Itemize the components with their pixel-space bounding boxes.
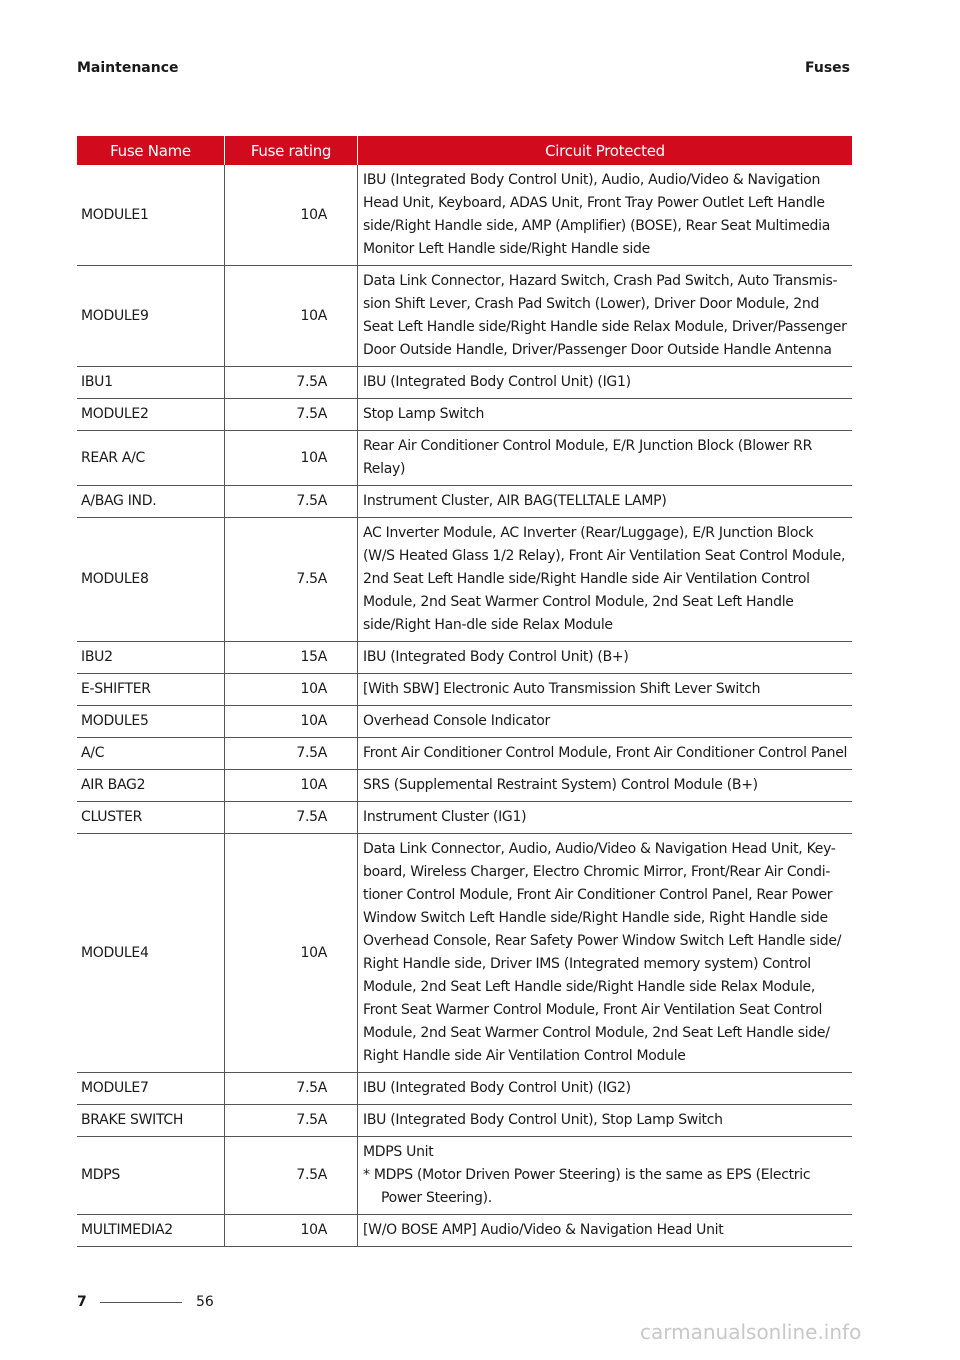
fuse-rating: 10A (225, 1215, 358, 1247)
fuse-name: MDPS (77, 1137, 225, 1215)
fuse-rating: 7.5A (225, 518, 358, 642)
circuit-protected (358, 165, 853, 266)
circuit-text: [With SBW] Electronic Auto Transmission Shift Lever Switch (363, 681, 761, 697)
circuit-text: Data Link Connector, Hazard Switch, Crash Pad Switch, Auto Transmis-sion Shift Lever, Crash Pad Switch (Lower), Driver Door Module, 2nd Seat Left Handle side/Right Handle side Relax Module, Driver/Passenger Door Outside Handle, Driver/Passenger Door Outside Handle Antenna (363, 273, 847, 358)
fuse-table (77, 136, 852, 1247)
circuit-protected (358, 642, 853, 674)
fuse-name: MODULE7 (77, 1073, 225, 1105)
circuit-text: IBU (Integrated Body Control Unit), Audio, Audio/Video & Navigation Head Unit, Keyboard, ADAS Unit, Front Tray Power Outlet Left Handle side/Right Handle side, AMP (Amplifier) (BOSE), Rear Seat Multimedia Monitor Left Handle side/Right Handle side (363, 172, 830, 257)
circuit-protected (358, 431, 853, 486)
circuit-protected (358, 518, 853, 642)
table-row (77, 486, 852, 518)
table-row (77, 642, 852, 674)
circuit-protected (358, 1215, 853, 1247)
circuit-protected (358, 738, 853, 770)
fuse-rating: 10A (225, 431, 358, 486)
fuse-rating: 10A (225, 706, 358, 738)
fuse-name: MODULE8 (77, 518, 225, 642)
table-row (77, 1137, 852, 1215)
circuit-text: IBU (Integrated Body Control Unit) (IG2) (363, 1080, 631, 1096)
circuit-text: IBU (Integrated Body Control Unit) (B+) (363, 649, 629, 665)
watermark: carmanualsonline.info (640, 1320, 862, 1344)
table-row (77, 399, 852, 431)
table-row (77, 706, 852, 738)
circuit-text: MDPS Unit (363, 1144, 434, 1160)
fuse-rating: 7.5A (225, 1105, 358, 1137)
fuse-name: MODULE2 (77, 399, 225, 431)
circuit-protected (358, 706, 853, 738)
table-row (77, 674, 852, 706)
circuit-text: IBU (Integrated Body Control Unit) (IG1) (363, 374, 631, 390)
fuse-rating: 7.5A (225, 802, 358, 834)
circuit-text: SRS (Supplemental Restraint System) Control Module (B+) (363, 777, 758, 793)
table-row (77, 1215, 852, 1247)
table-row (77, 431, 852, 486)
section-title: Maintenance (77, 60, 179, 76)
circuit-text: Front Air Conditioner Control Module, Front Air Conditioner Control Panel (363, 745, 848, 761)
fuse-name: MODULE4 (77, 834, 225, 1073)
table-header-row (77, 136, 852, 165)
fuse-rating: 7.5A (225, 367, 358, 399)
fuse-name: REAR A/C (77, 431, 225, 486)
circuit-protected (358, 1137, 853, 1215)
fuse-rating: 7.5A (225, 1137, 358, 1215)
circuit-text: Instrument Cluster, AIR BAG(TELLTALE LAMP) (363, 493, 667, 509)
circuit-protected (358, 802, 853, 834)
fuse-rating: 10A (225, 770, 358, 802)
circuit-protected (358, 770, 853, 802)
table-row (77, 165, 852, 266)
chapter-number: 7 (77, 1294, 87, 1310)
circuit-text: Overhead Console Indicator (363, 713, 550, 729)
column-header-fuse-rating: Fuse rating (225, 136, 358, 165)
fuse-name: CLUSTER (77, 802, 225, 834)
table-row (77, 834, 852, 1073)
table-row (77, 738, 852, 770)
table-row (77, 770, 852, 802)
column-header-circuit: Circuit Protected (358, 136, 853, 165)
circuit-text: AC Inverter Module, AC Inverter (Rear/Luggage), E/R Junction Block (W/S Heated Glass 1/2 Relay), Front Air Ventilation Seat Control Module, 2nd Seat Left Handle side/Right Handle side Air Ventilation Control Module, 2nd Seat Warmer Control Module, 2nd Seat Left Handle side/Right Han-dle side Relax Module (363, 525, 846, 633)
table-row (77, 518, 852, 642)
column-header-fuse-name: Fuse Name (77, 136, 225, 165)
fuse-rating: 7.5A (225, 738, 358, 770)
fuse-name: IBU1 (77, 367, 225, 399)
fuse-name: AIR BAG2 (77, 770, 225, 802)
circuit-protected (358, 834, 853, 1073)
circuit-protected (358, 399, 853, 431)
page-number: 56 (196, 1294, 214, 1310)
fuse-name: MODULE9 (77, 266, 225, 367)
fuse-rating: 10A (225, 834, 358, 1073)
table-row (77, 802, 852, 834)
fuse-name: MULTIMEDIA2 (77, 1215, 225, 1247)
page-topic: Fuses (805, 60, 850, 76)
circuit-text: Rear Air Conditioner Control Module, E/R Junction Block (Blower RR Relay) (363, 438, 813, 477)
fuse-rating: 10A (225, 266, 358, 367)
circuit-text: Stop Lamp Switch (363, 406, 485, 422)
fuse-name: IBU2 (77, 642, 225, 674)
footer-divider (100, 1302, 182, 1303)
fuse-name: A/C (77, 738, 225, 770)
fuse-table-body (77, 165, 852, 1247)
fuse-rating: 15A (225, 642, 358, 674)
circuit-protected (358, 674, 853, 706)
fuse-rating: 10A (225, 165, 358, 266)
fuse-rating: 7.5A (225, 399, 358, 431)
circuit-note: * MDPS (Motor Driven Power Steering) is the same as EPS (Electric Power Steering). (363, 1167, 811, 1206)
circuit-protected (358, 1105, 853, 1137)
fuse-rating: 7.5A (225, 1073, 358, 1105)
fuse-rating: 7.5A (225, 486, 358, 518)
circuit-protected (358, 1073, 853, 1105)
table-row (77, 1073, 852, 1105)
circuit-text: Data Link Connector, Audio, Audio/Video & Navigation Head Unit, Key-board, Wireless Charger, Electro Chromic Mirror, Front/Rear Air Condi-tioner Control Module, Front Air Conditioner Control Panel, Rear Power Window Switch Left Handle side/Right Handle side, Right Handle side Overhead Console, Rear Safety Power Window Switch Left Handle side/ Right Handle side, Driver IMS (Integrated memory system) Control Module, 2nd Seat Left Handle side/Right Handle side Relax Module, Front Seat Warmer Control Module, Front Air Ventilation Seat Control Module, 2nd Seat Warmer Control Module, 2nd Seat Left Handle side/ Right Handle side Air Ventilation Control Module (363, 841, 842, 1064)
circuit-protected (358, 266, 853, 367)
fuse-name: BRAKE SWITCH (77, 1105, 225, 1137)
fuse-name: MODULE5 (77, 706, 225, 738)
fuse-rating: 10A (225, 674, 358, 706)
table-row (77, 1105, 852, 1137)
table-row (77, 367, 852, 399)
fuse-name: A/BAG IND. (77, 486, 225, 518)
fuse-name: E-SHIFTER (77, 674, 225, 706)
circuit-text: Instrument Cluster (IG1) (363, 809, 527, 825)
circuit-text: IBU (Integrated Body Control Unit), Stop Lamp Switch (363, 1112, 723, 1128)
fuse-name: MODULE1 (77, 165, 225, 266)
circuit-text: [W/O BOSE AMP] Audio/Video & Navigation Head Unit (363, 1222, 724, 1238)
circuit-protected (358, 486, 853, 518)
table-row (77, 266, 852, 367)
circuit-protected (358, 367, 853, 399)
